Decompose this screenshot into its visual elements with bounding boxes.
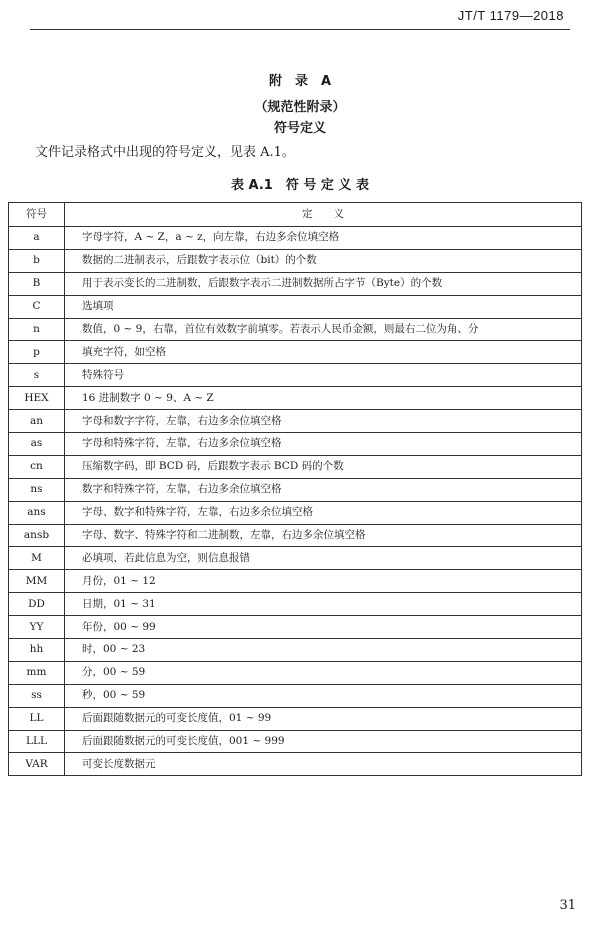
table-header-row (9, 203, 582, 227)
definition-cell: 秒，00 ~ 59 (65, 684, 582, 707)
table-row (9, 227, 582, 250)
table-row (9, 524, 582, 547)
definition-cell: 字母和特殊字符，左靠，右边多余位填空格 (65, 433, 582, 456)
definition-cell: 年份，00 ~ 99 (65, 616, 582, 639)
definition-cell: 16 进制数字 0 ~ 9、A ~ Z (65, 387, 582, 410)
table-row (9, 295, 582, 318)
definition-cell: 数字和特殊字符，左靠，右边多余位填空格 (65, 478, 582, 501)
symbol-cell: MM (9, 570, 65, 593)
symbol-cell: n (9, 318, 65, 341)
table-row (9, 364, 582, 387)
header-rule (30, 29, 570, 30)
definition-cell: 字母、数字、特殊字符和二进制数，左靠，右边多余位填空格 (65, 524, 582, 547)
definition-cell: 必填项，若此信息为空，则信息报错 (65, 547, 582, 570)
definition-cell: 压缩数字码，即 BCD 码，后跟数字表示 BCD 码的个数 (65, 455, 582, 478)
symbol-cell: ans (9, 501, 65, 524)
table-row (9, 433, 582, 456)
definition-cell: 数值，0 ~ 9，右靠，首位有效数字前填零。若表示人民币金额，则最右二位为角、分 (65, 318, 582, 341)
table-row (9, 639, 582, 662)
table-row (9, 387, 582, 410)
table-row (9, 410, 582, 433)
header-symbol: 符号 (9, 203, 65, 227)
symbol-cell: p (9, 341, 65, 364)
table-row (9, 478, 582, 501)
symbol-cell: b (9, 249, 65, 272)
table-caption: 表 A.1 符 号 定 义 表 (231, 178, 369, 193)
symbol-cell: ansb (9, 524, 65, 547)
symbol-cell: LL (9, 707, 65, 730)
symbol-cell: YY (9, 616, 65, 639)
symbol-cell: hh (9, 639, 65, 662)
table-row (9, 684, 582, 707)
symbol-cell: VAR (9, 753, 65, 776)
symbol-cell: B (9, 272, 65, 295)
appendix-subtitle: （规范性附录） (254, 100, 346, 115)
table-row (9, 341, 582, 364)
table-row (9, 753, 582, 776)
symbol-cell: M (9, 547, 65, 570)
table-row (9, 661, 582, 684)
symbol-cell: ns (9, 478, 65, 501)
definition-cell: 字母字符，A ~ Z，a ~ z，向左靠，右边多余位填空格 (65, 227, 582, 250)
symbol-cell: DD (9, 593, 65, 616)
table-row (9, 249, 582, 272)
definition-cell: 填充字符，如空格 (65, 341, 582, 364)
table-row (9, 318, 582, 341)
table-row (9, 501, 582, 524)
definition-cell: 特殊符号 (65, 364, 582, 387)
symbol-cell: as (9, 433, 65, 456)
symbol-cell: C (9, 295, 65, 318)
symbol-cell: ss (9, 684, 65, 707)
table-row (9, 455, 582, 478)
definition-cell: 选填项 (65, 295, 582, 318)
definition-cell: 后面跟随数据元的可变长度值，001 ~ 999 (65, 730, 582, 753)
appendix-heading: 符号定义 (273, 121, 326, 136)
symbol-cell: a (9, 227, 65, 250)
table-row (9, 570, 582, 593)
definition-cell: 字母和数字字符，左靠，右边多余位填空格 (65, 410, 582, 433)
definition-cell: 后面跟随数据元的可变长度值，01 ~ 99 (65, 707, 582, 730)
definition-cell: 字母、数字和特殊字符，左靠，右边多余位填空格 (65, 501, 582, 524)
intro-paragraph: 文件记录格式中出现的符号定义，见表 A.1。 (35, 145, 295, 160)
definition-cell: 数据的二进制表示，后跟数字表示位（bit）的个数 (65, 249, 582, 272)
symbol-cell: s (9, 364, 65, 387)
symbol-cell: HEX (9, 387, 65, 410)
definition-cell: 分，00 ~ 59 (65, 661, 582, 684)
table-row (9, 547, 582, 570)
table-row (9, 707, 582, 730)
table-row (9, 730, 582, 753)
symbol-cell: mm (9, 661, 65, 684)
symbol-cell: LLL (9, 730, 65, 753)
definition-cell: 可变长度数据元 (65, 753, 582, 776)
header-definition: 定 义 (65, 203, 582, 227)
standard-number: JT/T 1179—2018 (457, 8, 564, 23)
appendix-title: 附 录 A (268, 74, 332, 89)
definition-cell: 日期，01 ~ 31 (65, 593, 582, 616)
table-row (9, 272, 582, 295)
symbol-cell: an (9, 410, 65, 433)
symbol-definition-table (8, 202, 582, 776)
page-number: 31 (559, 898, 576, 913)
definition-cell: 用于表示变长的二进制数，后跟数字表示二进制数据所占字节（Byte）的个数 (65, 272, 582, 295)
definition-cell: 时，00 ~ 23 (65, 639, 582, 662)
table-row (9, 593, 582, 616)
definition-cell: 月份，01 ~ 12 (65, 570, 582, 593)
table-row (9, 616, 582, 639)
symbol-cell: cn (9, 455, 65, 478)
